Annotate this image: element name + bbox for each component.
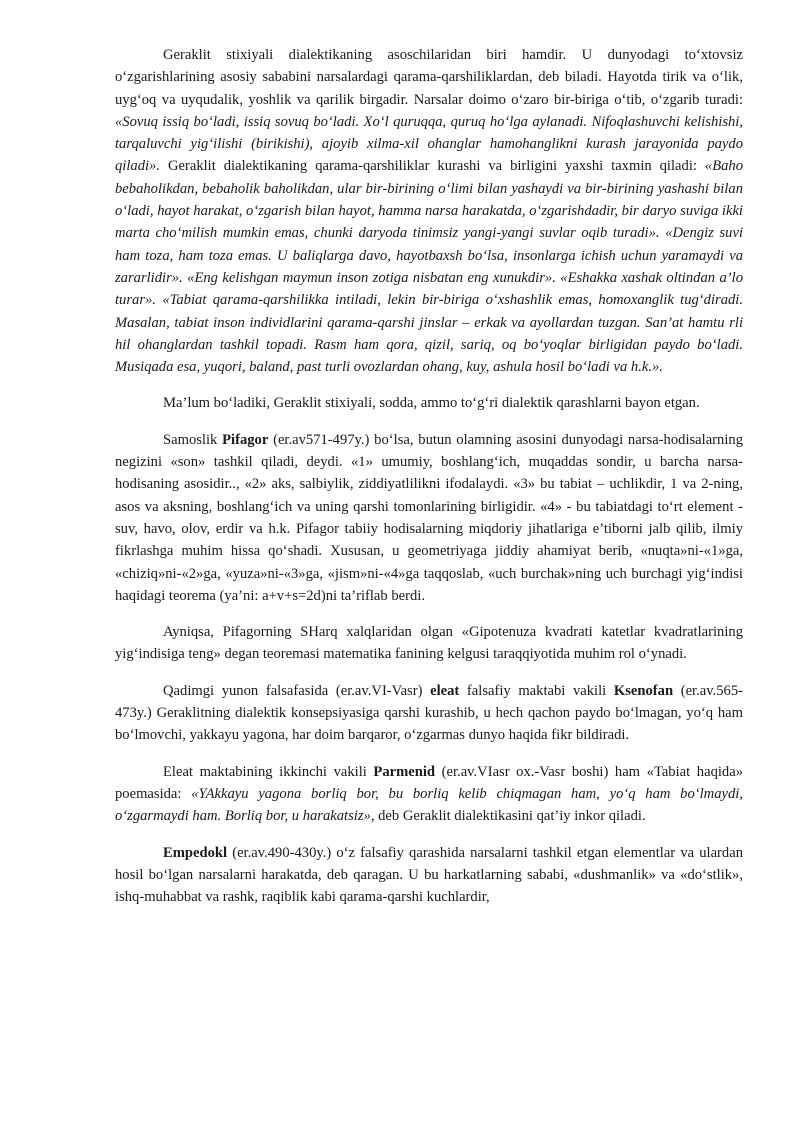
text-run: Ayniqsa, Pifagorning SHarq xalqlaridan olgan «Gipotenuza kvadrati katetlar kvadratlarining yig‘indisiga teng» degan teoremasi matematika fanining kelgusi taraqqiyotida muhim rol o‘ynadi. [115, 624, 743, 663]
text-run: Ma’lum bo‘ladiki, Geraklit stixiyali, sodda, ammo to‘g‘ri dialektik qarashlarni bayon etgan. [163, 395, 700, 412]
text-run: (er.av.490-430y.) o‘z falsafiy qarashida narsalarni tashkil etgan elementlar va ulardan hosil bo‘lgan narsalarni harakatda, deb qaragan. U bu harkatlarning sababi, «dushmanlik» va «do‘stlik», ishq-muhabbat va rashk, raqiblik kabi qarama-qarshi kuchlardir, [115, 844, 743, 906]
text-run: Qadimgi yunon falsafasida (er.av.VI-Vasr) [163, 682, 431, 699]
text-run: Eleat maktabining ikkinchi vakili [163, 763, 374, 780]
name-run: Empedokl [163, 844, 228, 861]
quote-run: «YAkkayu yagona borliq bor, bu borliq kelib chiqmagan ham, yo‘q ham bo‘lmaydi, o‘zgarmaydi ham. Borliq bor, u harakatsiz» [115, 785, 743, 825]
text-run: , deb Geraklit dialektikasini qat’iy inkor qiladi. [370, 808, 646, 825]
name-run: Pifagor [222, 431, 269, 448]
text-run: (er.av571-497y.) bo‘lsa, butun olamning asosini dunyodagi narsa-hodisalarning negizini «son» tashkil qiladi, deydi. «1» umumiy, boshlang‘ich, muqaddas sondir, u barcha narsa-hodisaning asosidir.., «2» aks, salbiylik, ziddiyatlilikni ifodalaydi. «3» bu tabiat – uchlikdir, 1 va 2-ning, asos va aksning, boshlang‘ich va uning qarshi tomonlarining birligidir. «4» - bu tabiatdagi to‘rt element - suv, havo, olov, erdir va h.k. Pifagor tabiiy hodisalarning miqdoriy jihatlariga e’tiborni jalb qilib, ilmiy fikrlashga muhim hissa qo‘shadi. Xususan, u geometriyaga jiddiy ahamiyat berib, «nuqta»ni-«1»ga, «chiziq»ni-«2»ga, «yuza»ni-«3»ga, «jism»ni-«4»ga taqqoslab, «uch burchak»ning uch burchagi yig‘indisi haqidagi teorema (ya’ni: a+v+s=2d)ni ta’riflab berdi. [115, 431, 743, 604]
paragraph-pifagor [115, 429, 743, 607]
name-run: Parmenid [373, 763, 436, 780]
text-run: (er.av.565-473y.) Geraklitning dialektik konsepsiyasiga qarshi kurashib, u hech qachon paydo bo‘lmagan, yo‘q ham bo‘lmovchi, yakkayu yagona, har doim barqaror, o‘zgarmas dunyo haqida fikr bildiradi. [115, 682, 743, 744]
name-run: Ksenofan [613, 682, 674, 699]
paragraph-empedokl [115, 842, 743, 909]
paragraph-ksenofan [115, 680, 743, 747]
paragraph-conclusion [115, 392, 743, 414]
quote-run: «Sovuq issiq bo‘ladi, issiq sovuq bo‘ladi. Xo‘l quruqqa, quruq ho‘lga aylanadi. Nifoqlashuvchi kelishishi, tarqaluvchi yig‘ilishi (birikishi), ajoyib xilma-xil ohanglar hamohanglikni kurash jarayonida paydo qiladi». [115, 113, 743, 175]
paragraph-theorem [115, 621, 743, 666]
text-run: Samoslik [163, 431, 223, 448]
text-run: (er.av.VIasr ox.-Vasr boshi) ham «Tabiat haqida» poemasida: [115, 763, 743, 802]
paragraph-geraklit [115, 44, 743, 378]
text-run: Geraklit dialektikaning qarama-qarshiliklar kurashi va birligini yaxshi taxmin qiladi: [160, 158, 705, 175]
paragraph-parmenid [115, 761, 743, 828]
name-run: eleat [430, 682, 460, 699]
text-run: Geraklit stixiyali dialektikaning asoschilaridan biri hamdir. U dunyodagi to‘xtovsiz o‘zgarishlarining asosiy sababini narsalardagi qarama-qarshiliklardan, deb biladi. Hayotda tirik va o‘lik, uyg‘oq va uyqudalik, yoshlik va qarilik birgadir. Narsalar doimo o‘zaro bir-biriga o‘tib, o‘zgarib turadi: [115, 47, 743, 108]
quote-run: «Baho bebaholikdan, bebaholik baholikdan, ular bir-birining o‘limi bilan yashaydi va bir-birining yashashi bilan o‘ladi, hayot harakat, o‘zgarish bilan hayot, hamma narsa harakatda, o‘zgarishdadir, bir daryo suviga ikki marta cho‘milish mumkin emas, chunki daryoda tinimsiz yangi-yangi suvlar oqib turadi». «Dengiz suvi ham toza, ham toza emas. U baliqlarga davo, hayotbaxsh bo‘lsa, insonlarga ichish uchun yaramaydi va zararlidir». «Eng kelishgan maymun inson zotiga nisbatan eng xunukdir». «Eshakka xashak oltindan a’lo turar». «Tabiat qarama-qarshilikka intiladi, lekin bir-biriga o‘xshashlik emas, homoxanglik tug‘diradi. Masalan, tabiat inson individlarini qarama-qarshi jinslar – erkak va ayollardan tuzgan. San’at hamtu rli hil ohanglardan tashkil topadi. Rasm ham qora, qizil, sariq, oq bo‘yoqlar birligidan paydo bo‘ladi. Musiqada esa, yuqori, baland, past turli ovozlardan ohang, kuy, ashula hosil bo‘ladi va h.k.». [115, 158, 743, 376]
text-run: falsafiy maktabi vakili [459, 682, 614, 699]
